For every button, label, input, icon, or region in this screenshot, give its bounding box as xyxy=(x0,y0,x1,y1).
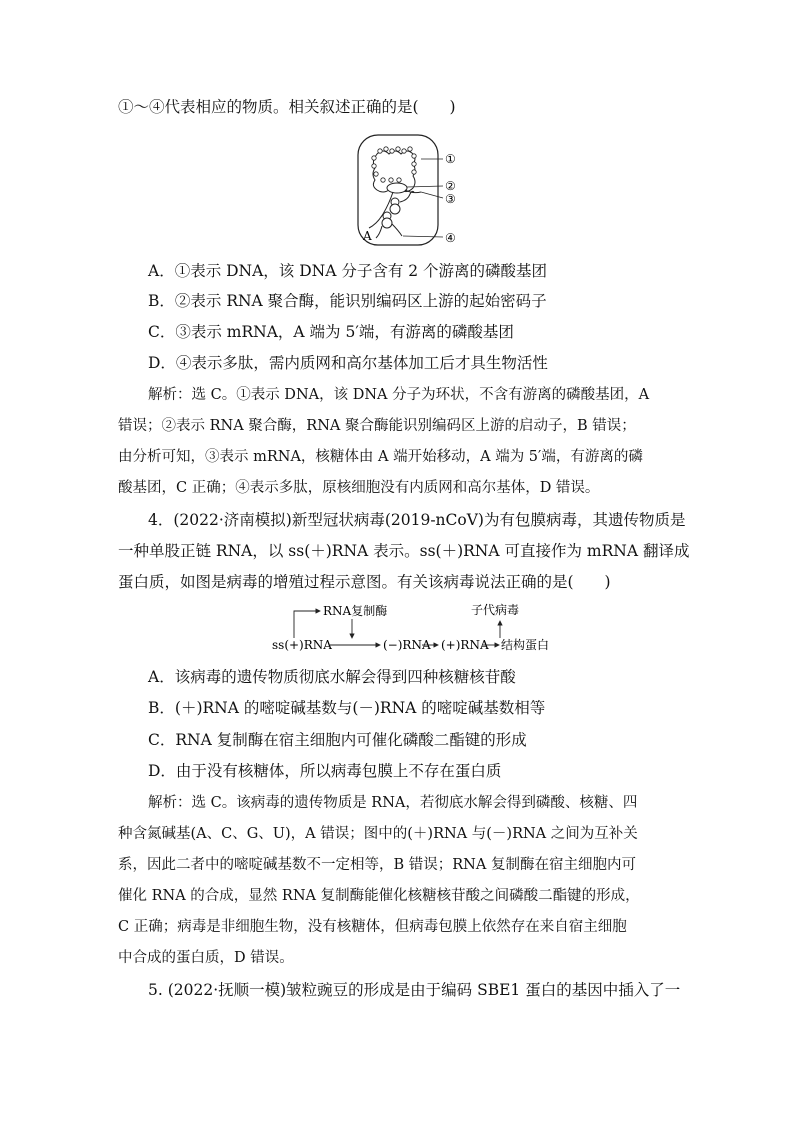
figure-label-3: ③ xyxy=(445,192,456,206)
virus-replication-diagram xyxy=(270,600,570,658)
q4-stem-line: 4．(2022·济南模拟)新型冠状病毒(2019-nCoV)为有包膜病毒，其遗传物质是 xyxy=(148,511,686,529)
q3-option-c: C．③表示 mRNA，A 端为 5′端，有游离的磷酸基团 xyxy=(148,323,514,341)
diagram-plus-rna: (+)RNA xyxy=(441,638,489,652)
q3-analysis-line: 由分析可知，③表示 mRNA，核糖体由 A 端开始移动，A 端为 5′端，有游离的磷 xyxy=(118,449,643,465)
q4-analysis-line: 中合成的蛋白质，D 错误。 xyxy=(118,950,294,966)
figure-label-4: ④ xyxy=(445,231,456,245)
q4-stem-line: 一种单股正链 RNA，以 ss(＋)RNA 表示。ss(＋)RNA 可直接作为 mRNA 翻译成 xyxy=(118,542,690,560)
q4-analysis-line: 催化 RNA 的合成，显然 RNA 复制酶能催化核糖核苷酸之间磷酸二酯键的形成， xyxy=(118,888,640,904)
figure-end-label-a: A xyxy=(363,229,372,243)
figure-label-1: ① xyxy=(445,152,456,166)
q4-analysis-line: 解析：选 C。该病毒的遗传物质是 RNA，若彻底水解会得到磷酸、核糖、四 xyxy=(148,795,638,811)
q3-analysis-line: 错误；②表示 RNA 聚合酶，RNA 聚合酶能识别编码区上游的启动子，B 错误； xyxy=(118,418,636,434)
q3-option-b: B．②表示 RNA 聚合酶，能识别编码区上游的起始密码子 xyxy=(148,292,547,310)
diagram-replicase: RNA复制酶 xyxy=(323,604,388,618)
q3-option-a: A．①表示 DNA，该 DNA 分子含有 2 个游离的磷酸基团 xyxy=(148,262,548,280)
q4-analysis-line: 种含氮碱基(A、C、G、U)，A 错误；图中的(＋)RNA 与(－)RNA 之间为互补关 xyxy=(118,826,638,842)
q4-analysis-line: 系，因此二者中的嘧啶碱基数不一定相等，B 错误；RNA 复制酶在宿主细胞内可 xyxy=(118,857,636,873)
q5-stem-line: 5. (2022·抚顺一模)皱粒豌豆的形成是由于编码 SBE1 蛋白的基因中插入了一 xyxy=(148,981,681,999)
q4-analysis-line: C 正确；病毒是非细胞生物，没有核糖体，但病毒包膜上依然存在来自宿主细胞 xyxy=(118,919,627,935)
q4-option-d: D．由于没有核糖体，所以病毒包膜上不存在蛋白质 xyxy=(148,762,502,780)
q4-option-a: A．该病毒的遗传物质彻底水解会得到四种核糖核苷酸 xyxy=(148,668,516,686)
diagram-structural-protein: 结构蛋白 xyxy=(501,638,550,652)
diagram-progeny-virus: 子代病毒 xyxy=(471,603,520,617)
q3-option-d: D．④表示多肽，需内质网和高尔基体加工后才具生物活性 xyxy=(148,354,548,372)
q3-analysis-line: 酸基团，C 正确；④表示多肽，原核细胞没有内质网和高尔基体，D 错误。 xyxy=(118,480,600,496)
diagram-minus-rna: (−)RNA xyxy=(383,638,431,652)
diagram-ss-rna: ss(+)RNA xyxy=(272,638,332,652)
q4-option-c: C．RNA 复制酶在宿主细胞内可催化磷酸二酯键的形成 xyxy=(148,731,527,749)
figure-label-2: ② xyxy=(445,179,456,193)
transcription-translation-figure xyxy=(355,132,467,248)
q4-option-b: B．(＋)RNA 的嘧啶碱基数与(－)RNA 的嘧啶碱基数相等 xyxy=(148,699,546,717)
q4-stem-line: 蛋白质，如图是病毒的增殖过程示意图。有关该病毒说法正确的是( ) xyxy=(118,573,611,591)
q3-stem: ①～④代表相应的物质。相关叙述正确的是( ) xyxy=(118,98,456,116)
q3-analysis-line: 解析：选 C。①表示 DNA，该 DNA 分子为环状，不含有游离的磷酸基团，A xyxy=(148,387,650,403)
